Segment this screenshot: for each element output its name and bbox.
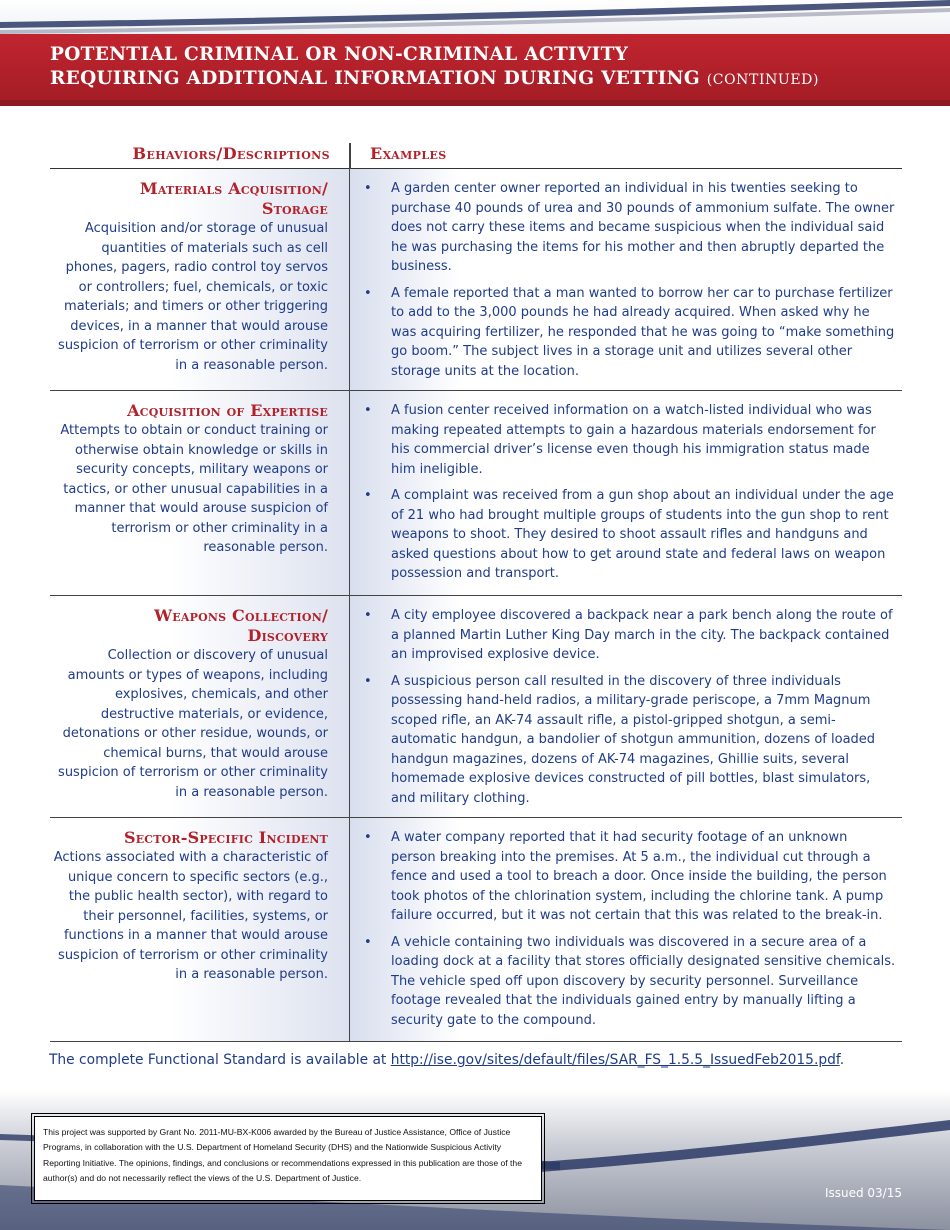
example-text: A vehicle containing two individuals was discovered in a secure area of a loading dock at a facility that stores officially designated sensitive chemicals. The vehicle sped off upon discovery by security personnel. Surveillance footage revealed that the individuals gained entry by manually lifting a security gate to the compound. [391,934,896,1028]
bullet-icon: • [364,181,372,196]
grant-disclaimer-box [34,1116,542,1201]
example-item [350,486,902,584]
table-row [50,169,902,391]
examples-cell [350,169,902,390]
header-title-line2 [50,68,819,89]
behavior-description: Acquisition and/or storage of unusual quantities of materials such as cell phones, pagers, radio control toy servos or controllers; fuel, chemicals, or toxic materials; and timers or other triggering devices, in a manner that would arouse suspicion of terrorism or other criminality in a reasonable person. [58,221,328,373]
example-item [350,284,902,382]
example-item [350,401,902,479]
functional-standard-note [49,1052,844,1068]
bullet-icon: • [364,403,372,418]
page-header [0,34,950,106]
column-divider [349,143,351,169]
table-column-headers [50,144,902,169]
column-header-behaviors: Behaviors/Descriptions [132,144,330,163]
behavior-description: Attempts to obtain or conduct training or otherwise obtain knowledge or skills in security concepts, military weapons or tactics, or other unusual capabilities in a manner that would arouse suspicion of terrorism or other criminality in a reasonable person. [60,423,328,555]
example-item [350,828,902,926]
behavior-cell [50,596,350,817]
example-item [350,606,902,665]
example-text: A fusion center received information on a watch-listed individual who was making repeated attempts to gain a hazardous materials endorsement for his commercial driver’s license even though his immigration status made him ineligible. [391,403,876,477]
example-text: A female reported that a man wanted to borrow her car to purchase fertilizer to add to the 3,000 pounds he had already acquired. When asked why he was acquiring fertilizer, he responded that he was going to “make something go boom.” The subject lives in a storage unit and utilizes several other storage units at the location. [391,285,895,379]
header-title-line1: POTENTIAL CRIMINAL OR NON-CRIMINAL ACTIVITY [50,44,629,65]
examples-cell [350,391,902,595]
example-item [350,933,902,1031]
note-prefix: The complete Functional Standard is available at [49,1052,391,1068]
issued-date: Issued 03/15 [824,1186,902,1200]
note-suffix: . [839,1052,845,1068]
behavior-title: Materials Acquisition/ Storage [139,179,328,218]
bullet-icon: • [364,830,372,845]
table-row [50,818,902,1042]
example-text: A complaint was received from a gun shop about an individual under the age of 21 who had brought multiple groups of students into the gun shop to rent weapons to shoot. They desired to shoot assault rifles and handguns and asked questions about how to get around state and federal laws on weapon possession and transport. [391,488,894,581]
behavior-title: Acquisition of Expertise [127,401,328,420]
header-continued-label: (CONTINUED) [706,72,820,88]
behavior-cell [50,391,350,595]
examples-cell [350,596,902,817]
top-decorative-band [0,0,950,36]
bullet-icon: • [364,488,372,503]
bullet-icon: • [364,673,372,689]
bullet-icon: • [364,608,372,623]
behavior-cell [50,818,350,1041]
example-item [350,672,902,809]
examples-cell [350,818,902,1041]
column-header-examples: Examples [370,144,447,163]
example-text: A city employee discovered a backpack near a park bench along the route of a planned Martin Luther King Day march in the city. The backpack contained an improvised explosive device. [391,608,893,662]
behavior-description: Collection or discovery of unusual amounts or types of weapons, including explosives, chemicals, and other destructive materials, or evidence, detonations or other residue, wounds, or chemical burns, that would arouse suspicion of terrorism or other criminality in a reasonable person. [58,648,328,800]
behavior-description: Actions associated with a characteristic of unique concern to specific sectors (e.g., the public health sector), with regard to their personnel, facilities, systems, or functions in a manner that would arouse suspicion of terrorism or other criminality in a reasonable person. [53,850,328,982]
example-text: A suspicious person call resulted in the discovery of three individuals possessing hand-held radios, a military-grade periscope, a 7mm Magnum scoped rifle, an AK-74 assault rifle, a pistol-gripped shotgun, a semi-automatic handgun, a bandolier of shotgun ammunition, dozens of loaded handgun magazines, dozens of AK-74 magazines, Ghillie suits, several homemade explosive devices constructed of pill bottles, blast simulators, and military clothing. [391,673,876,806]
table-row [50,391,902,596]
behavior-cell [50,169,350,390]
bullet-icon: • [364,934,372,950]
behavior-title: Sector-Specific Incident [123,828,328,847]
behavior-title: Weapons Collection/ Discovery [154,606,328,645]
example-text: A garden center owner reported an individual in his twenties seeking to purchase 40 pounds of urea and 30 pounds of ammonium sulfate. The owner does not carry these items and became suspicious when the individual said he was purchasing the items for his mother and then abruptly departed the business. [391,181,895,274]
grant-disclaimer-text: This project was supported by Grant No. 2011-MU-BX-K006 awarded by the Bureau of Justice Assistance, Office of Justice Programs, in collaboration with the U.S. Department of Homeland Security (DHS) and the Nationwide Suspicious Activity Reporting Initiative. The opinions, findings, and conclusions or recommendations expressed in this publication are those of the author(s) and do not necessarily reflect the views of the U.S. Department of Justice. [43,1127,522,1183]
example-item [350,179,902,277]
bullet-icon: • [364,285,372,301]
example-text: A water company reported that it had security footage of an unknown person breaking into the premises. At 5 a.m., the individual cut through a fence and used a tool to breach a door. Once inside the building, the person took photos of the chlorination system, including the chlorine tank. A pump failure occurred, but it was not certain that this was related to the break-in. [391,830,887,923]
functional-standard-link[interactable]: http://ise.gov/sites/default/files/SAR_FS_1.5.5_IssuedFeb2015.pdf [390,1052,840,1068]
header-title-line2-text: REQUIRING ADDITIONAL INFORMATION DURING VETTING [50,68,700,89]
top-swoosh-graphic [0,0,950,36]
table-row [50,596,902,818]
